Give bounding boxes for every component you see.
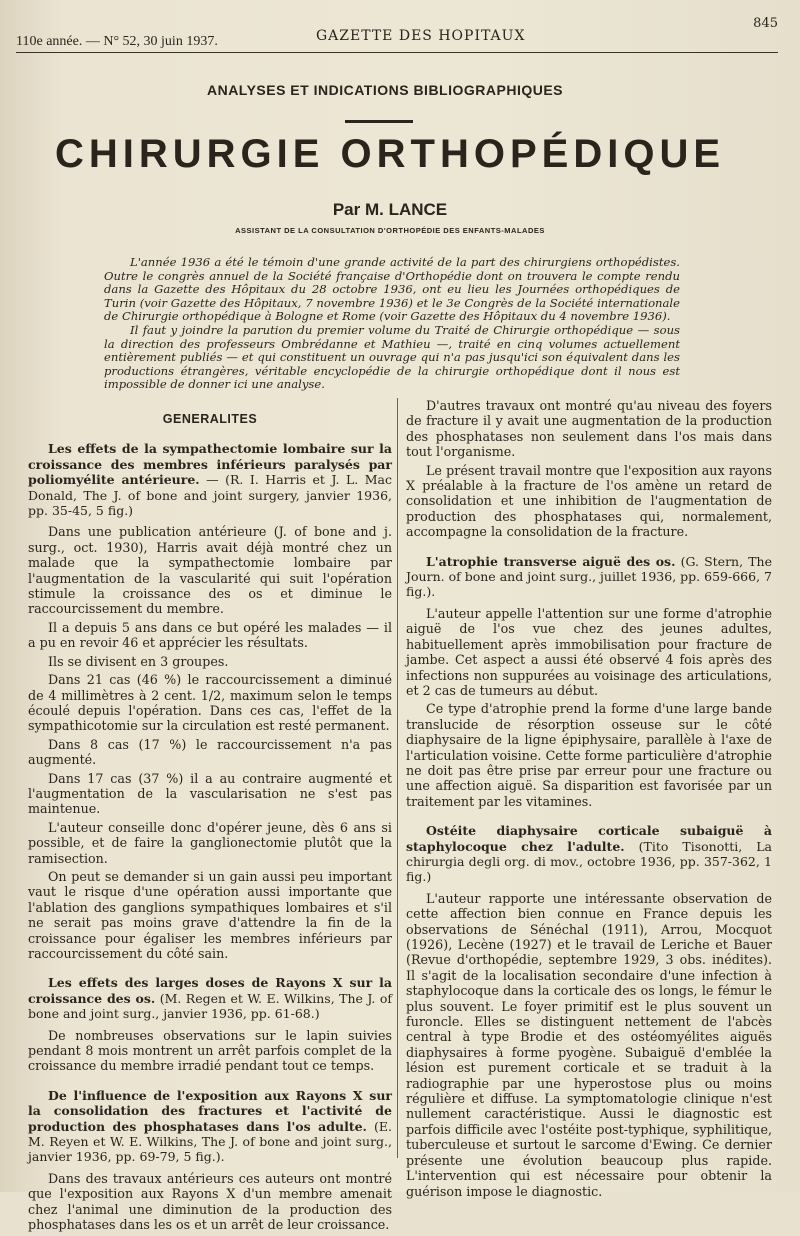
section-heading-generalites: GENERALITES <box>162 412 258 426</box>
abstract-citation: (G. Stern, The Journ. of bone and joint surg., juillet 1936, pp. 659-666, 7 fig.). <box>406 553 772 600</box>
abstract-heading <box>28 1088 392 1165</box>
abstract-title: Les effets des larges doses de Rayons X sur la croissance des os. <box>28 975 392 1006</box>
title-rule <box>345 120 413 123</box>
article-title: CHIRURGIE ORTHOPÉDIQUE <box>54 132 726 176</box>
paragraph: Dans 8 cas (17 %) le raccourcissement n'a pas augmenté. <box>28 736 392 768</box>
abstract-heading <box>406 554 772 600</box>
paragraph: Ils se divisent en 3 groupes. <box>48 653 229 669</box>
abstract-citation: — (R. I. Harris et J. L. Mac Donald, The J. of bone and joint surgery, janvier 1936, pp. 35-45, 5 fig.) <box>28 472 392 519</box>
running-header <box>16 16 778 53</box>
column-divider <box>397 398 398 1158</box>
abstract-citation: (Tito Tisonotti, La chirurgia degli org. di mov., octobre 1936, pp. 357-362, 1 fig.) <box>406 838 772 885</box>
intro-paragraph: Il faut y joindre la parution du premier volume du Traité de Chirurgie orthopédique — sous la direction des professeurs Ombrédanne et Mathieu —, traité en cinq volumes actuellement entièrement publiés — et qui constituent un ouvrage qui n'a pas jusqu'ici son équivalent dans les productions étrangères, véritable encyclopédie de la chirurgie orthopédique dont il nous est impossible de donner ici une analyse. <box>104 322 680 392</box>
paragraph: Dans 21 cas (46 %) le raccourcissement a diminué de 4 millimètres à 2 cent. 1/2, maximum selon le temps écoulé depuis l'opération. Dans ces cas, l'effet de la sympathicotomie sur la circulation est resté permanent. <box>28 672 392 734</box>
paragraph: Dans des travaux antérieurs ces auteurs ont montré que l'exposition aux Rayons X d'un membre amenait chez l'animal une diminution de la production des phosphatases dans les os et un arrêt de leur croissance. <box>28 1170 392 1233</box>
left-column <box>28 408 392 1236</box>
issue-info: 110e année. — N° 52, 30 juin 1937. <box>16 34 218 49</box>
paragraph: Il a depuis 5 ans dans ce but opéré les malades — il a pu en revoir 46 et apprécier les résultats. <box>28 619 392 651</box>
abstract-heading <box>406 823 772 885</box>
paragraph: L'auteur rapporte une intéressante observation de cette affection bien connue en France depuis les observations de Sénéchal (1911), Arrou, Mocquot (1926), Lecène (1927) et le travail de Leriche et Bauer (Revue d'orthopédie, septembre 1929, 3 obs. inédites). Il s'agit de la localisation secondaire d'une infection à staphylocoque dans la corticale des os longs, le fémur le plus souvent. Le foyer primitif est le plus souvent un furoncle. Elles se distinguent nettement de l'abcès central à type Brodie et des ostéomyélites aiguës diaphysaires à forme pyogène. Subaiguë d'emblée la lésion est purement corticale et se traduit à la radiographie par une hyperostose plus ou moins régulière et diffuse. La symptomatologie clinique n'est nullement caractéristique. Aussi le diagnostic est parfois difficile avec l'ostéite post-typhique, syphilitique, tuberculeuse et surtout le sarcome d'Ewing. Ce dernier présente une évolution beaucoup plus rapide. L'intervention qui est nécessaire pour obtenir la guérison impose le diagnostic. <box>406 890 772 1199</box>
intro-paragraph: L'année 1936 a été le témoin d'une grande activité de la part des chirurgiens orthopédistes. Outre le congrès annuel de la Société française d'Orthopédie dont on trouvera le compte rendu dans la Gazette des Hôpitaux du 28 octobre 1936, ont eu lieu les Journées orthopédiques de Turin (voir Gazette des Hôpitaux, 7 novembre 1936) et le 3e Congrès de la Société internationale de Chirurgie orthopédique à Bologne et Rome (voir Gazette des Hôpitaux du 4 novembre 1936). <box>104 255 680 324</box>
abstract-citation: (M. Regen et W. E. Wilkins, The J. of bone and joint surg., janvier 1936, pp. 61-68.) <box>28 990 392 1022</box>
abstract-heading <box>28 441 392 518</box>
abstract-title: De l'influence de l'exposition aux Rayons X sur la consolidation des fractures et l'activité de production des phosphatases dans l'os adulte. <box>28 1087 392 1134</box>
abstract-title: Ostéite diaphysaire corticale subaiguë à staphylocoque chez l'adulte. <box>406 823 772 854</box>
paragraph: Ce type d'atrophie prend la forme d'une large bande translucide de résorption osseuse sur le côté diaphysaire de la ligne épiphysaire, parallèle à l'axe de l'articulation voisine. Cette forme particulière d'atrophie ne doit pas être prise par erreur pour une fracture ou une affection aiguë. Sa disparition est favorisée par un traitement par les vitamines. <box>406 701 772 809</box>
author-affiliation: ASSISTANT DE LA CONSULTATION D'ORTHOPÉDIE DES ENFANTS-MALADES <box>235 226 545 235</box>
page-number: 845 <box>753 16 778 31</box>
abstract-citation: (E. M. Reyen et W. E. Wilkins, The J. of bone and joint surg., janvier 1936, pp. 69-79, 5 fig.). <box>28 1118 392 1165</box>
paragraph: Le présent travail montre que l'exposition aux rayons X préalable à la fracture de l'os amène un retard de consolidation et une inhibition de l'augmentation de production des phosphatases qui, normalement, accompagne la consolidation de la fracture. <box>406 462 772 540</box>
abstract-heading <box>28 975 392 1021</box>
paragraph: L'auteur conseille donc d'opérer jeune, dès 6 ans si possible, et de faire la ganglionectomie plutôt que la ramisection. <box>28 819 392 866</box>
paragraph: L'auteur appelle l'attention sur une forme d'atrophie aiguë de l'os vue chez des jeunes adultes, habituellement après immobilisation pour fracture de jambe. Cet aspect a aussi été observé 4 fois après des infections non suppurées au voisinage des articulations, et 2 cas de tumeurs au début. <box>406 605 772 698</box>
paragraph: Dans 17 cas (37 %) il a au contraire augmenté et l'augmentation de la vascularisation ne s'est pas maintenue. <box>28 770 392 817</box>
introduction <box>104 256 680 392</box>
paragraph: De nombreuses observations sur le lapin suivies pendant 8 mois montrent un arrêt parfois complet de la croissance du membre irradié pendant tout ce temps. <box>28 1027 392 1074</box>
section-title: ANALYSES ET INDICATIONS BIBLIOGRAPHIQUES <box>206 82 564 98</box>
paragraph: On peut se demander si un gain aussi peu important vaut le risque d'une opération aussi importante que l'ablation des ganglions sympathiques lombaires et s'il ne serait pas moins grave d'attendre la fin de la croissance pour égaliser les membres inférieurs par raccourcissement du côté sain. <box>28 868 392 961</box>
journal-name: GAZETTE DES HOPITAUX <box>316 28 526 44</box>
abstract-title: Les effets de la sympathectomie lombaire sur la croissance des membres inférieurs paralysés par poliomyélite antérieure. <box>28 441 392 488</box>
abstract-title: L'atrophie transverse aiguë des os. <box>426 553 676 569</box>
author-line: Par M. LANCE <box>332 200 448 219</box>
paragraph: D'autres travaux ont montré qu'au niveau des foyers de fracture il y avait une augmentation de la production des phosphatases non seulement dans l'os mais dans tout l'organisme. <box>406 398 772 460</box>
right-column <box>406 398 772 1202</box>
paragraph: Dans une publication antérieure (J. of bone and j. surg., oct. 1930), Harris avait déjà montré chez un malade que la sympathectomie lombaire par l'augmentation de la vascularité qui suit l'opération stimule la croissance des os et diminue le raccourcissement du membre. <box>28 524 392 617</box>
